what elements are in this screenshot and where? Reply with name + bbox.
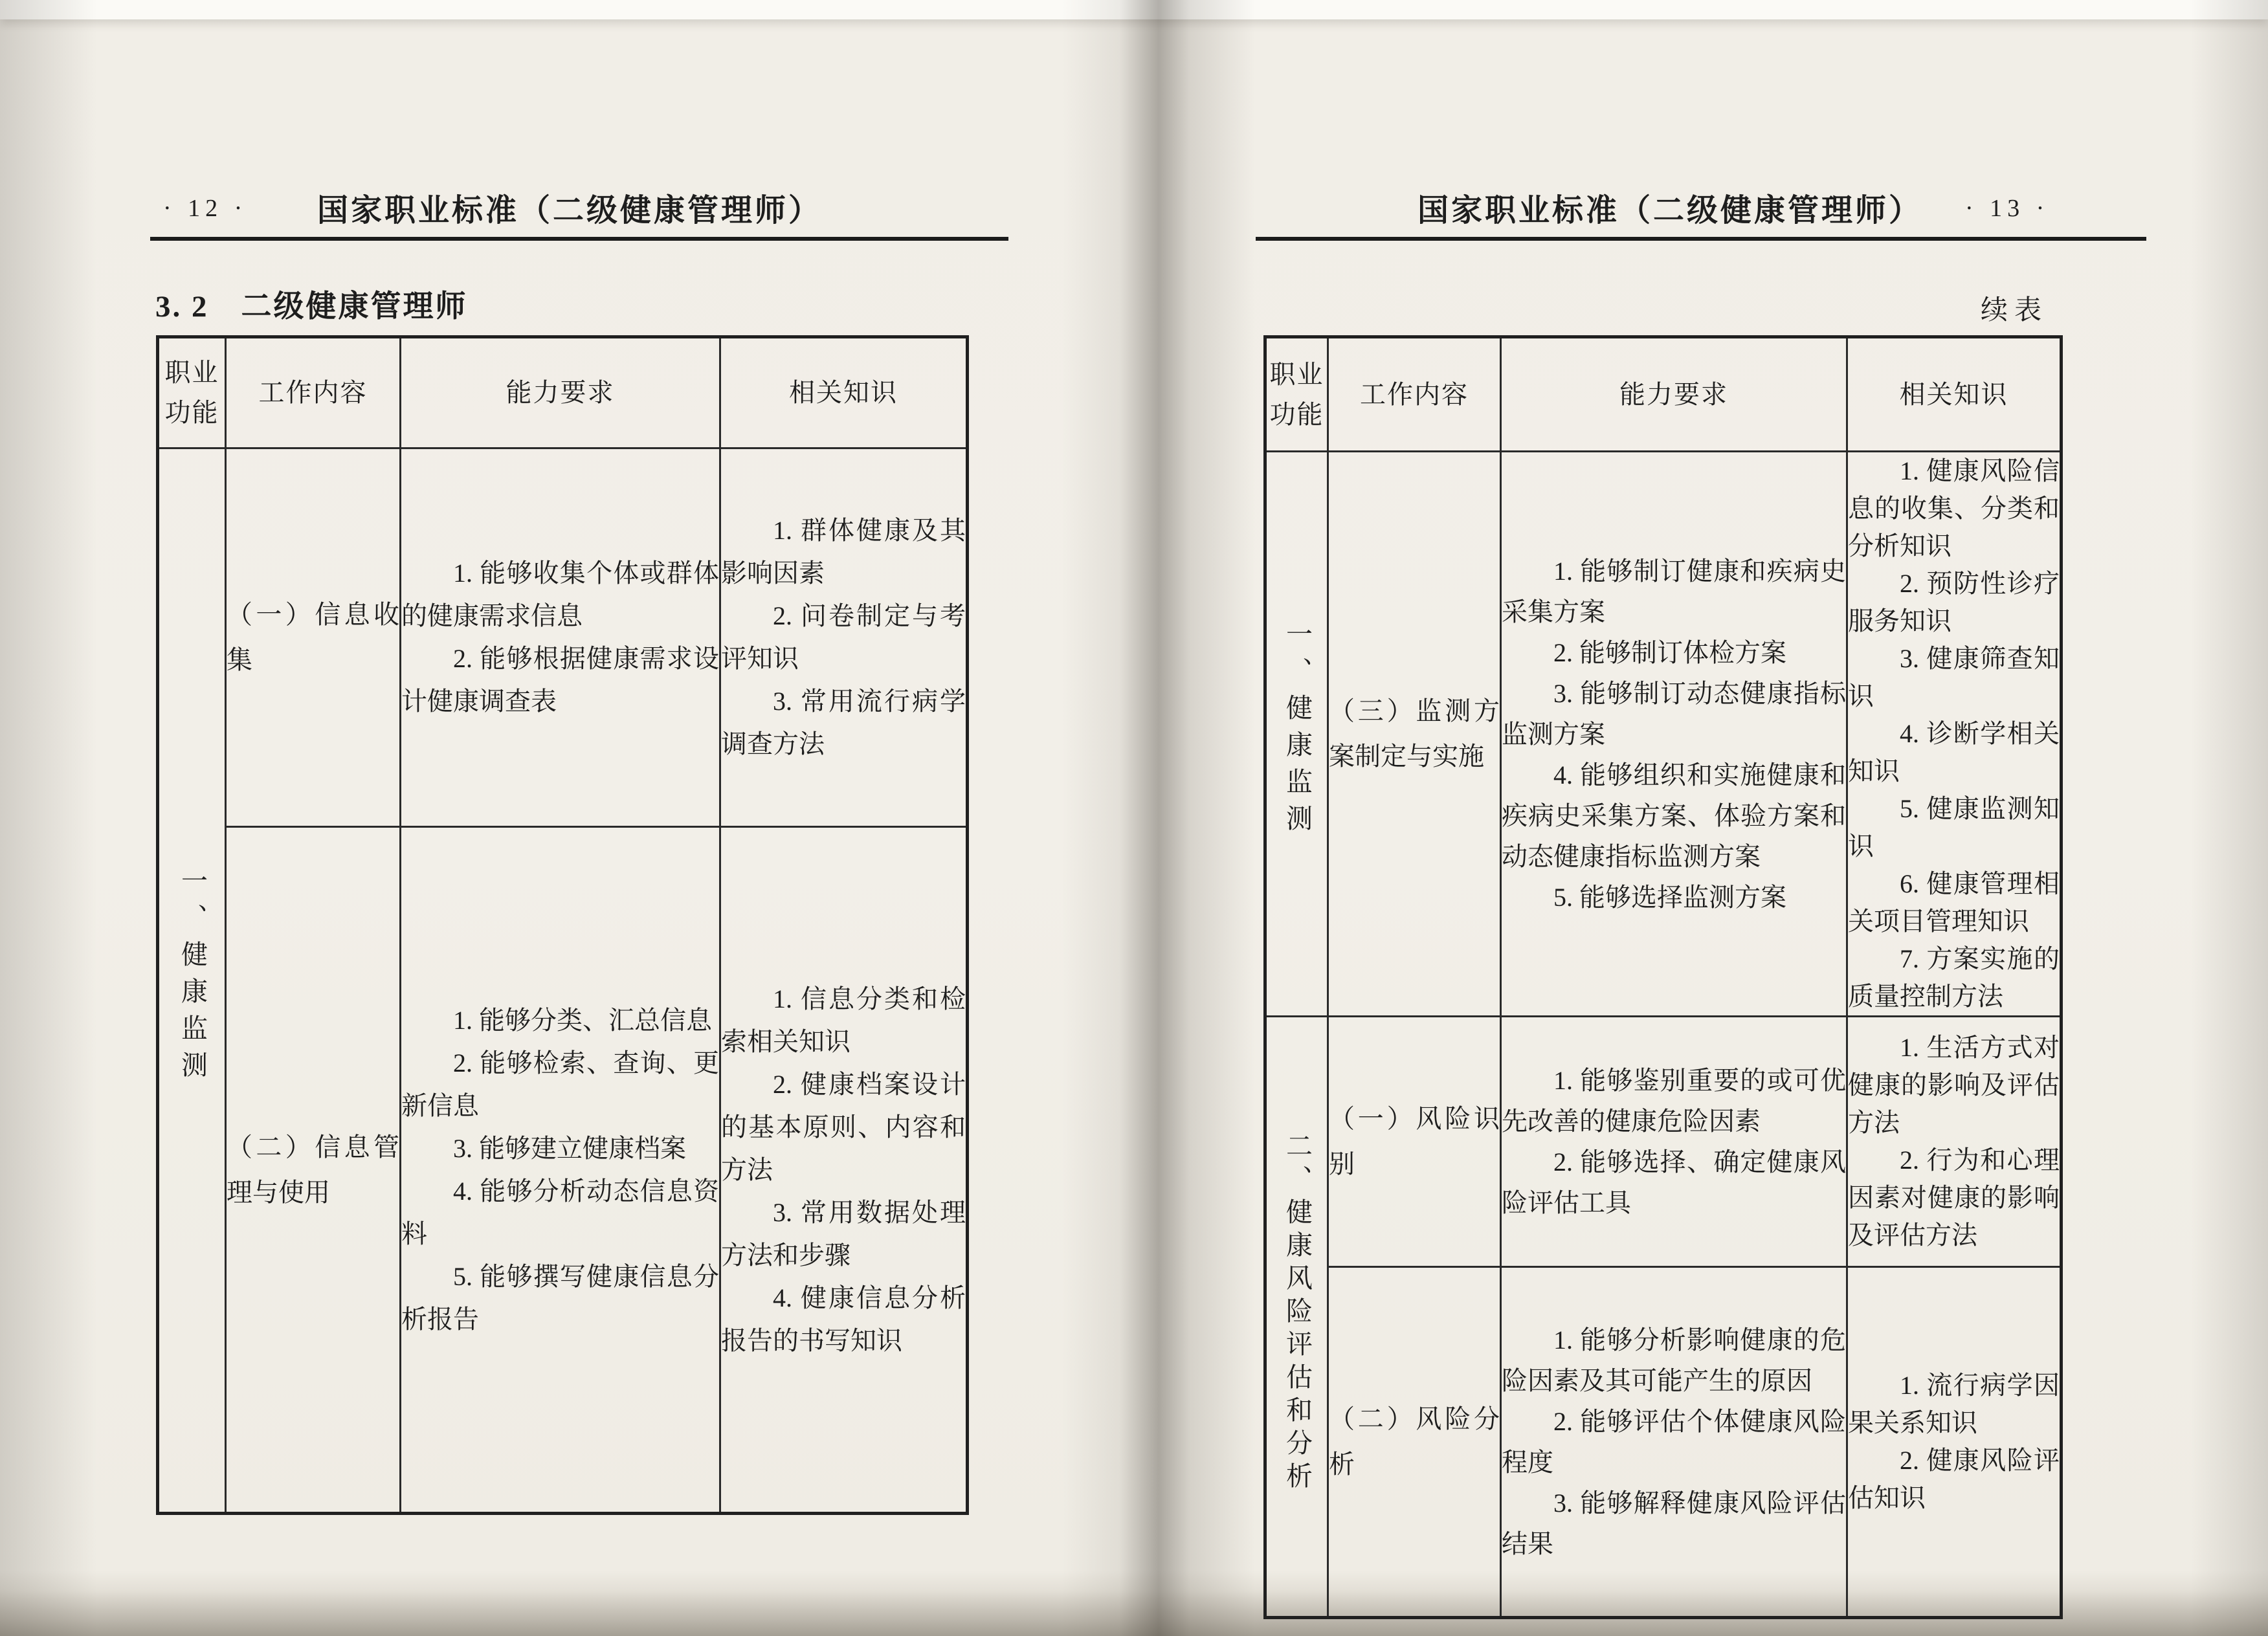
list-item: 2. 问卷制定与考评知识 xyxy=(721,601,966,673)
book-gutter-crease xyxy=(1062,0,1256,1636)
list-item: 1. 群体健康及其影响因素 xyxy=(721,516,966,588)
cell-work-content: （三）监测方案制定与实施 xyxy=(1328,452,1501,1017)
column-header-function: 职业功能 xyxy=(1265,337,1328,452)
running-title-right: 国家职业标准（二级健康管理师） xyxy=(1418,193,1923,228)
header-rule-right xyxy=(1256,237,2146,241)
cell-work-content: （一）信息收集 xyxy=(226,448,401,827)
cell-knowledge xyxy=(720,827,968,1514)
running-title-left: 国家职业标准（二级健康管理师） xyxy=(317,193,823,228)
column-header-work: 工作内容 xyxy=(1328,337,1501,452)
list-item: 1. 流行病学因果关系知识 xyxy=(1848,1371,2060,1437)
list-item: 2. 能够选择、确定健康风险评估工具 xyxy=(1502,1147,1846,1217)
cell-work-content: （二）信息管理与使用 xyxy=(226,827,401,1514)
column-header-ability: 能力要求 xyxy=(1501,337,1847,452)
cell-abilities xyxy=(1501,1017,1847,1267)
column-header-knowledge: 相关知识 xyxy=(1847,337,2062,452)
continuation-label: 续表 xyxy=(1981,296,2049,326)
occupation-table-right xyxy=(1263,335,2063,1619)
page-number-left: · 12 · xyxy=(163,195,248,222)
cell-knowledge xyxy=(1847,1017,2062,1267)
list-item: 5. 能够撰写健康信息分析报告 xyxy=(401,1261,719,1334)
scan-edge-right xyxy=(2190,0,2268,1636)
cell-knowledge xyxy=(1847,1267,2062,1618)
function-group-label: 二、健康风险评估和分析 xyxy=(1282,1132,1313,1495)
cell-abilities xyxy=(1501,1267,1847,1618)
list-item: 3. 健康筛查知识 xyxy=(1848,644,2060,711)
table-row xyxy=(158,827,968,1514)
table-row xyxy=(1265,1017,2062,1267)
list-item: 1. 能够分类、汇总信息 xyxy=(453,1005,712,1035)
cell-work-content: （一）风险识别 xyxy=(1328,1017,1501,1267)
list-item: 4. 能够分析动态信息资料 xyxy=(401,1176,719,1248)
scan-edge-left xyxy=(0,0,97,1636)
occupation-table-left xyxy=(156,335,969,1515)
list-item: 2. 能够制订体检方案 xyxy=(1553,637,1786,667)
list-item: 1. 信息分类和检索相关知识 xyxy=(721,984,966,1056)
column-header-function: 职业功能 xyxy=(158,337,226,448)
cell-work-content: （二）风险分析 xyxy=(1328,1267,1501,1618)
list-item: 3. 能够解释健康风险评估结果 xyxy=(1502,1488,1846,1558)
header-rule-left xyxy=(150,237,1008,241)
list-item: 4. 健康信息分析报告的书写知识 xyxy=(721,1283,966,1355)
function-group-label: 一、健康监测 xyxy=(177,867,208,1088)
list-item: 4. 能够组织和实施健康和疾病史采集方案、体验方案和动态健康指标监测方案 xyxy=(1502,760,1846,871)
list-item: 3. 常用流行病学调查方法 xyxy=(721,687,966,758)
cell-function-group xyxy=(158,448,226,1514)
list-item: 6. 健康管理相关项目管理知识 xyxy=(1848,869,2060,936)
page-number-right: · 13 · xyxy=(1965,195,2050,222)
table-row xyxy=(1265,1267,2062,1618)
list-item: 3. 能够建立健康档案 xyxy=(453,1133,686,1163)
list-item: 5. 能够选择监测方案 xyxy=(1553,882,1786,912)
cell-function-group xyxy=(1265,1017,1328,1618)
list-item: 5. 健康监测知识 xyxy=(1848,794,2060,861)
list-item: 1. 能够鉴别重要的或可优先改善的健康危险因素 xyxy=(1502,1066,1846,1136)
list-item: 2. 健康档案设计的基本原则、内容和方法 xyxy=(721,1069,966,1184)
table-row xyxy=(1265,452,2062,1017)
list-item: 1. 健康风险信息的收集、分类和分析知识 xyxy=(1848,456,2060,560)
list-item: 1. 能够制订健康和疾病史采集方案 xyxy=(1502,556,1846,626)
list-item: 3. 常用数据处理方法和步骤 xyxy=(721,1197,966,1270)
list-item: 2. 能够检索、查询、更新信息 xyxy=(401,1048,719,1120)
section-heading: 3. 2 二级健康管理师 xyxy=(155,290,468,324)
cell-knowledge xyxy=(1847,452,2062,1017)
cell-abilities xyxy=(401,827,720,1514)
list-item: 2. 能够根据健康需求设计健康调查表 xyxy=(401,644,719,716)
cell-function-group xyxy=(1265,452,1328,1017)
list-item: 2. 行为和心理因素对健康的影响及评估方法 xyxy=(1848,1145,2060,1250)
column-header-knowledge: 相关知识 xyxy=(720,337,968,448)
list-item: 1. 生活方式对健康的影响及评估方法 xyxy=(1848,1033,2060,1137)
column-header-ability: 能力要求 xyxy=(401,337,720,448)
cell-abilities xyxy=(401,448,720,827)
table-header-row xyxy=(1265,337,2062,452)
cell-knowledge xyxy=(720,448,968,827)
list-item: 1. 能够分析影响健康的危险因素及其可能产生的原因 xyxy=(1502,1325,1846,1395)
list-item: 1. 能够收集个体或群体的健康需求信息 xyxy=(401,558,719,630)
list-item: 7. 方案实施的质量控制方法 xyxy=(1848,944,2060,1011)
table-row xyxy=(158,448,968,827)
table-header-row xyxy=(158,337,968,448)
list-item: 2. 健康风险评估知识 xyxy=(1848,1446,2060,1512)
list-item: 2. 预防性诊疗服务知识 xyxy=(1848,569,2060,636)
list-item: 2. 能够评估个体健康风险程度 xyxy=(1502,1407,1846,1477)
list-item: 4. 诊断学相关知识 xyxy=(1848,719,2060,786)
column-header-work: 工作内容 xyxy=(226,337,401,448)
list-item: 3. 能够制订动态健康指标监测方案 xyxy=(1502,678,1846,749)
cell-abilities xyxy=(1501,452,1847,1017)
function-group-label: 一、健康监测 xyxy=(1282,620,1313,841)
